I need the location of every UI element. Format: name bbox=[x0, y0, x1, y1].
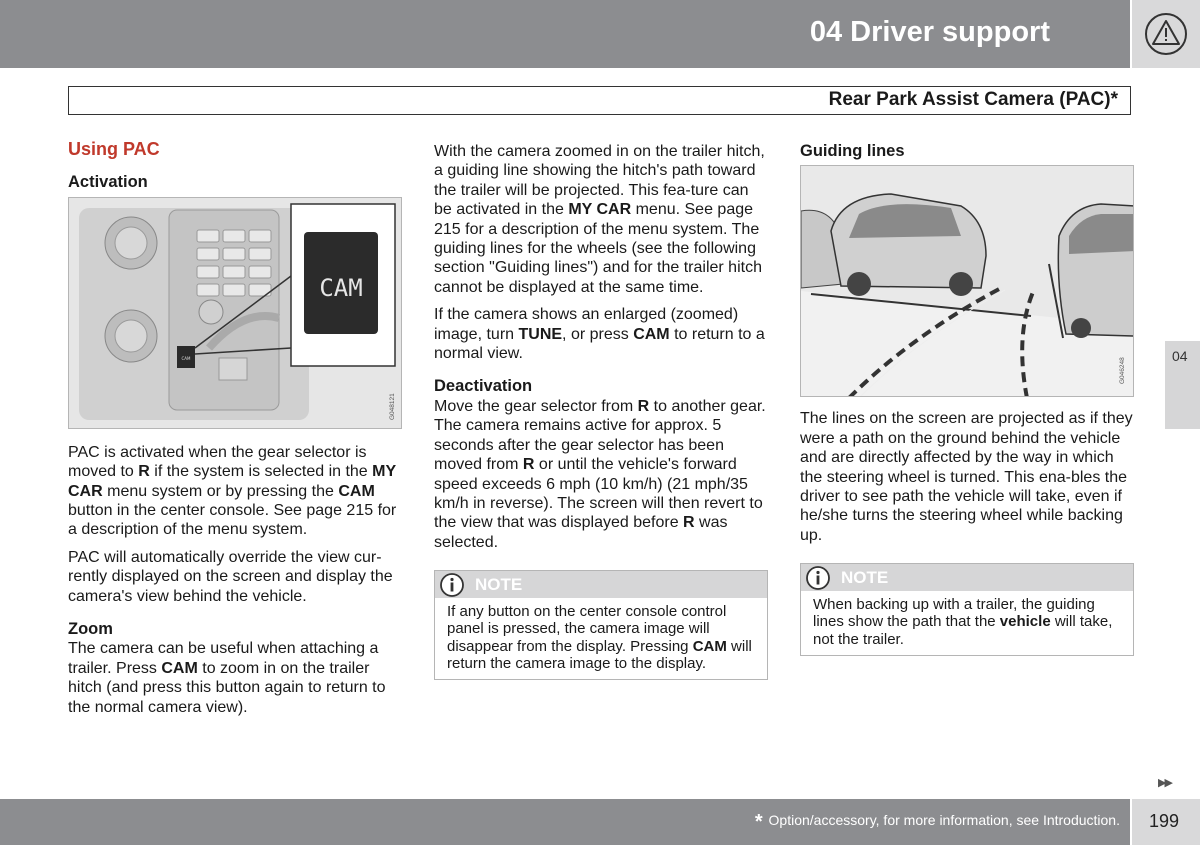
note-text: If any button on the center console control panel is pressed, the camera image will disappear from the display. Pressing CAM will return the camera image to the display. bbox=[447, 603, 752, 672]
footnote: * Option/accessory, for more information, see Introduction. bbox=[754, 811, 1120, 833]
guiding-lines-heading: Guiding lines bbox=[800, 142, 905, 160]
cam-button-label: CAM bbox=[319, 273, 363, 302]
note-title: NOTE bbox=[475, 575, 523, 595]
activation-paragraph: PAC is activated when the gear selector is moved to R if the system is selected in the MY CAR menu system or by pressing the CAM button in the center console. See page 215 for a description of the menu system. bbox=[68, 443, 397, 539]
column-2 bbox=[434, 142, 768, 680]
override-paragraph: PAC will automatically override the view cur-rently displayed on the screen and display the camera's view behind the vehicle. bbox=[68, 548, 393, 605]
section-title: Rear Park Assist Camera (PAC)* bbox=[828, 89, 1118, 110]
info-icon bbox=[805, 565, 831, 591]
column-1 bbox=[68, 140, 404, 725]
cam-small-label: CAM bbox=[181, 355, 191, 361]
footer-bar bbox=[0, 799, 1130, 845]
note-header bbox=[801, 564, 1133, 591]
chapter-tab[interactable] bbox=[1165, 341, 1200, 429]
figure-code: G046248 bbox=[1119, 357, 1126, 385]
info-icon bbox=[439, 572, 465, 598]
note-title: NOTE bbox=[841, 568, 889, 588]
note-text: When backing up with a trailer, the guiding lines show the path that the vehicle will take, not the trailer. bbox=[813, 596, 1113, 648]
warning-icon-box bbox=[1132, 0, 1200, 68]
parking-camera-drawing bbox=[801, 166, 1134, 397]
page-number-box bbox=[1132, 799, 1200, 845]
zoom-return-paragraph: If the camera shows an enlarged (zoomed) image, turn TUNE, or press CAM to return to a normal view. bbox=[434, 306, 765, 363]
deactivation-heading: Deactivation bbox=[434, 377, 533, 396]
next-page-arrows-icon[interactable]: ▶▶ bbox=[1158, 777, 1171, 789]
trailer-hitch-paragraph: With the camera zoomed in on the trailer hitch, a guiding line showing the hitch's path toward the trailer will be projected. This fea-ture can be activated in the MY CAR menu. See page 215 for a description of the menu system. The guiding lines for the wheels (see the following section "Guiding lines") and for the trailer hitch cannot be displayed at the same time. bbox=[434, 143, 765, 296]
guiding-lines-illustration bbox=[800, 165, 1134, 397]
note-header bbox=[435, 571, 767, 598]
column-3 bbox=[800, 142, 1134, 656]
guiding-lines-paragraph: The lines on the screen are projected as if they were a path on the ground behind the vehicle and are directly affected by the way in which the steering wheel is turned. This ena-bles the driver to see path the vehicle will take, even if he/she turns the steering wheel while backing up. bbox=[800, 410, 1133, 544]
using-pac-heading: Using PAC bbox=[68, 139, 160, 159]
zoom-paragraph: The camera can be useful when attaching a trailer. Press CAM to zoom in on the trailer hitch (and press this button again to return to the normal camera view). bbox=[68, 640, 386, 716]
figure-code: G048121 bbox=[389, 393, 396, 420]
note-box bbox=[800, 563, 1134, 656]
activation-heading: Activation bbox=[68, 173, 148, 192]
section-title-box bbox=[68, 86, 1131, 115]
chapter-tab-label: 04 bbox=[1172, 348, 1188, 364]
chapter-title: 04 Driver support bbox=[809, 16, 1050, 48]
zoom-heading: Zoom bbox=[68, 620, 113, 639]
warning-triangle-icon bbox=[1144, 12, 1188, 56]
chapter-header-bar bbox=[0, 0, 1130, 68]
center-console-drawing bbox=[69, 198, 402, 429]
deactivation-paragraph: Move the gear selector from R to another gear. The camera remains active for approx. 5 seconds after the gear selector has been moved from R or until the vehicle's forward speed exceeds 6 mph (10 km/h) (21 mph/35 km/h in reverse). The screen will then revert to the view that was displayed before R was selected. bbox=[434, 397, 766, 551]
center-console-illustration bbox=[68, 197, 402, 429]
page-number: 199 bbox=[1149, 811, 1180, 831]
note-box bbox=[434, 570, 768, 680]
